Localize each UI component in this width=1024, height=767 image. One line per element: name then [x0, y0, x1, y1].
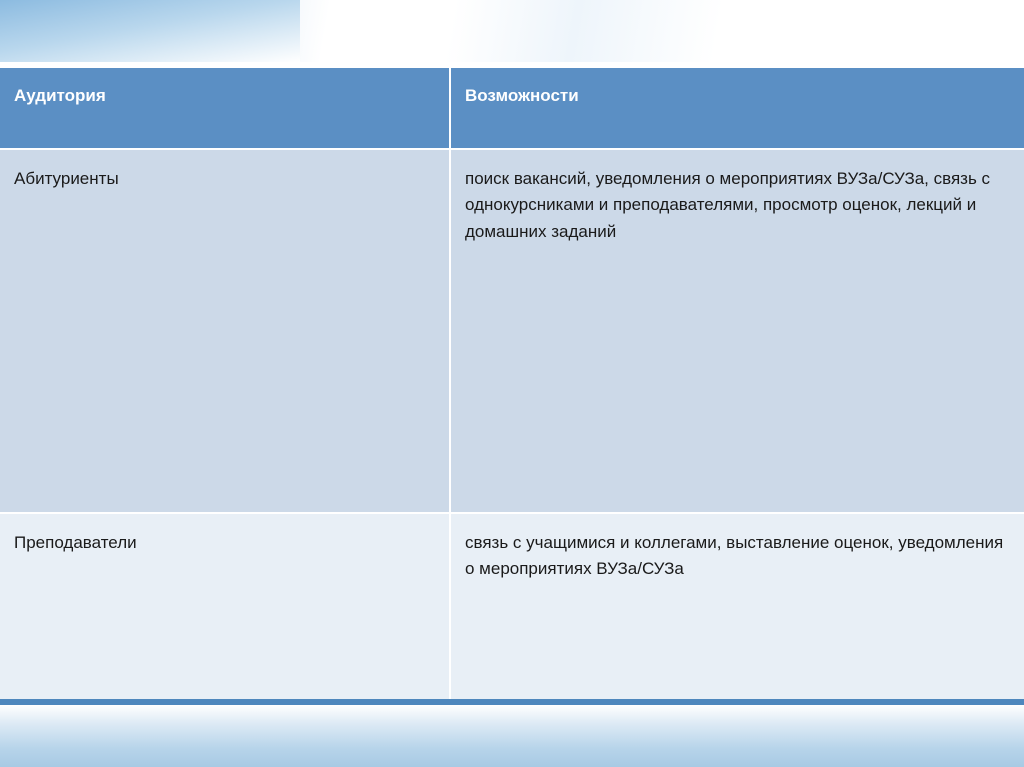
column-header-capabilities: Возможности [450, 68, 1024, 149]
audience-capabilities-table [0, 68, 1024, 762]
content-table-wrapper [0, 68, 1024, 762]
column-header-audience: Аудитория [0, 68, 450, 149]
cell-audience-applicants: Абитуриенты [0, 149, 450, 513]
cell-capabilities-teachers: связь с учащимися и коллегами, выставление оценок, уведомления о мероприятиях ВУЗа/СУЗа [450, 513, 1024, 762]
table-row [0, 149, 1024, 513]
top-decorative-band [0, 0, 1024, 62]
cell-audience-teachers: Преподаватели [0, 513, 450, 762]
cell-capabilities-applicants: поиск вакансий, уведомления о мероприятиях ВУЗа/СУЗа, связь с однокурсниками и преподавателями, просмотр оценок, лекций и домашних заданий [450, 149, 1024, 513]
table-header [0, 68, 1024, 149]
table-header-row [0, 68, 1024, 149]
top-band-gradient-left [0, 0, 300, 62]
bottom-decorative-band [0, 705, 1024, 767]
table-body [0, 149, 1024, 762]
